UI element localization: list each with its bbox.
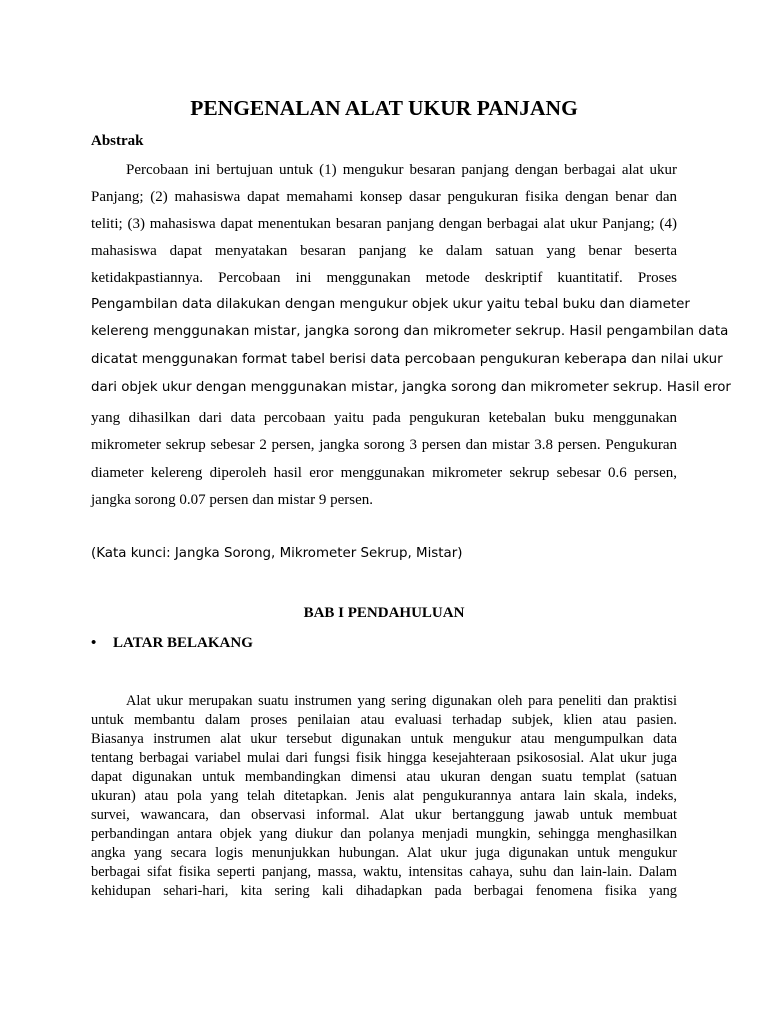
body-line: Biasanya instrumen alat ukur tersebut digunakan untuk mengukur atau mengumpulkan data <box>91 731 677 747</box>
abstract-line: kelereng menggunakan mistar, jangka sorong dan mikrometer sekrup. Hasil pengambilan data <box>91 324 729 339</box>
abstract-line: diameter kelereng diperoleh hasil eror menggunakan mikrometer sekrup sebesar 0.6 persen, <box>91 465 677 481</box>
body-line: kehidupan sehari-hari, kita sering kali dihadapkan pada berbagai fenomena fisika yang <box>91 883 677 899</box>
body-line: perbandingan antara objek yang diukur dan polanya menjadi mungkin, sehingga menghasilkan <box>91 826 677 842</box>
bullet-icon: • <box>91 635 97 651</box>
body-line: ukuran) atau pola yang telah ditetapkan. Jenis alat pengukurannya antara lain skala, indeks, <box>91 788 677 804</box>
chapter-heading: BAB I PENDAHULUAN <box>303 605 465 621</box>
abstract-line: dicatat menggunakan format tabel berisi data percobaan pengukuran keberapa dan nilai ukur <box>91 352 723 367</box>
section-heading-row <box>91 632 253 654</box>
body-line: tentang berbagai variabel mulai dari fungsi fisik hingga kesejahteraan psikososial. Alat ukur juga <box>91 750 677 766</box>
abstract-line: jangka sorong 0.07 persen dan mistar 9 persen. <box>91 492 374 508</box>
keywords: (Kata kunci: Jangka Sorong, Mikrometer Sekrup, Mistar) <box>91 546 463 561</box>
abstract-heading: Abstrak <box>91 133 144 149</box>
abstract-line: dari objek ukur dengan menggunakan mistar, jangka sorong dan mikrometer sekrup. Hasil eror <box>91 380 731 395</box>
body-line: angka yang secara logis menunjukkan hubungan. Alat ukur juga digunakan untuk mengukur <box>91 845 677 861</box>
body-line: untuk membantu dalam proses penilaian atau evaluasi terhadap subjek, klien atau pasien. <box>91 712 677 728</box>
abstract-line: Pengambilan data dilakukan dengan mengukur objek ukur yaitu tebal buku dan diameter <box>91 297 690 312</box>
abstract-line: ketidakpastiannya. Percobaan ini menggunakan metode deskriptif kuantitatif. Proses <box>91 270 677 286</box>
body-line: berbagai sifat fisika seperti panjang, massa, waktu, intensitas cahaya, suhu dan lain-lain. Dalam <box>91 864 677 880</box>
abstract-line: Panjang; (2) mahasiswa dapat memahami konsep dasar pengukuran fisika dengan benar dan <box>91 189 677 205</box>
body-line: survei, wawancara, dan observasi informal. Alat ukur bertanggung jawab untuk membuat <box>91 807 677 823</box>
section-heading: LATAR BELAKANG <box>113 635 253 651</box>
document-title: PENGENALAN ALAT UKUR PANJANG <box>190 96 578 120</box>
body-line: dapat digunakan untuk membandingkan dimensi atau ukuran dengan suatu templat (satuan <box>91 769 677 785</box>
abstract-line: mikrometer sekrup sebesar 2 persen, jangka sorong 3 persen dan mistar 3.8 persen. Pengukuran <box>91 437 677 453</box>
abstract-line: Percobaan ini bertujuan untuk (1) mengukur besaran panjang dengan berbagai alat ukur <box>126 162 677 178</box>
body-line: Alat ukur merupakan suatu instrumen yang sering digunakan oleh para peneliti dan praktisi <box>126 693 677 709</box>
abstract-line: teliti; (3) mahasiswa dapat menentukan besaran panjang dengan berbagai alat ukur Panjang; (4) <box>91 216 677 232</box>
abstract-line: yang dihasilkan dari data percobaan yaitu pada pengukuran ketebalan buku menggunakan <box>91 410 677 426</box>
abstract-line: mahasiswa dapat menyatakan besaran panjang ke dalam satuan yang benar beserta <box>91 243 677 259</box>
